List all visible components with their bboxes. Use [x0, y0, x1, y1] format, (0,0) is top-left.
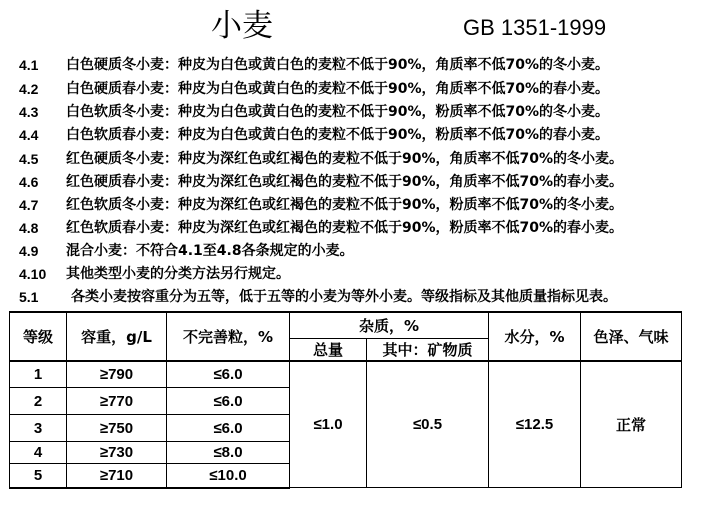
clause-4-1: [0, 54, 720, 76]
clause-4-6: [0, 171, 720, 193]
clause-text: 各类小麦按容重分为五等，低于五等的小麦为等外小麦。等级指标及其他质量指标见表。: [71, 289, 617, 305]
header-grade: 等级: [10, 312, 67, 361]
header-unsound-kernels: 不完善粒，%: [167, 312, 290, 361]
clause-number: 4.6: [19, 174, 39, 190]
clause-number: 4.8: [19, 220, 39, 236]
cell-test-weight: ≥770: [67, 388, 167, 415]
clause-4-5: [0, 148, 720, 170]
clause-number: 4.9: [19, 243, 39, 259]
header-color-odor: 色泽、气味: [581, 312, 682, 361]
cell-unsound: ≤6.0: [167, 388, 290, 415]
cell-test-weight: ≥710: [67, 464, 167, 488]
clause-text: 其他类型小麦的分类方法另行规定。: [66, 266, 290, 282]
clause-4-8: [0, 217, 720, 239]
clause-text: 红色软质春小麦：种皮为深红色或红褐色的麦粒不低于90%，粉质率不低70%的春小麦。: [66, 220, 624, 236]
wheat-grade-table: [9, 311, 682, 489]
clause-4-4: [0, 124, 720, 146]
clause-4-2: [0, 78, 720, 100]
clause-number: 4.2: [19, 81, 39, 97]
cell-unsound: ≤10.0: [167, 464, 290, 488]
clause-text: 红色软质冬小麦：种皮为深红色或红褐色的麦粒不低于90%，粉质率不低70%的冬小麦。: [66, 197, 624, 213]
cell-impurity-mineral: ≤0.5: [367, 361, 489, 488]
cell-unsound: ≤6.0: [167, 361, 290, 388]
page-title: 小麦: [211, 8, 273, 44]
table-row: [10, 361, 682, 388]
clause-5-1: [0, 286, 720, 308]
cell-moisture: ≤12.5: [489, 361, 581, 488]
clause-number: 5.1: [19, 289, 39, 305]
clause-text: 红色硬质春小麦：种皮为深红色或红褐色的麦粒不低于90%，角质率不低70%的春小麦。: [66, 174, 624, 190]
clause-text: 白色硬质冬小麦：种皮为白色或黄白色的麦粒不低于90%，角质率不低70%的冬小麦。: [66, 57, 610, 73]
clause-number: 4.4: [19, 127, 39, 143]
standard-code: GB 1351-1999: [463, 15, 607, 40]
cell-grade: 3: [10, 415, 67, 442]
clause-text: 红色硬质冬小麦：种皮为深红色或红褐色的麦粒不低于90%，角质率不低70%的冬小麦。: [66, 151, 624, 167]
clause-4-3: [0, 101, 720, 123]
clause-text: 混合小麦：不符合4.1至4.8各条规定的小麦。: [66, 243, 354, 259]
cell-grade: 5: [10, 464, 67, 488]
clause-number: 4.7: [19, 197, 39, 213]
clause-number: 4.3: [19, 104, 39, 120]
header-impurity-mineral: 其中：矿物质: [367, 338, 489, 361]
clause-4-9: [0, 240, 720, 262]
clause-text: 白色硬质春小麦：种皮为白色或黄白色的麦粒不低于90%，角质率不低70%的春小麦。: [66, 81, 610, 97]
cell-grade: 1: [10, 361, 67, 388]
clause-text: 白色软质春小麦：种皮为白色或黄白色的麦粒不低于90%，粉质率不低70%的春小麦。: [66, 127, 610, 143]
cell-color-odor: 正常: [581, 361, 682, 488]
cell-test-weight: ≥750: [67, 415, 167, 442]
header-moisture: 水分，%: [489, 312, 581, 361]
clause-number: 4.5: [19, 151, 39, 167]
clause-text: 白色软质冬小麦：种皮为白色或黄白色的麦粒不低于90%，粉质率不低70%的冬小麦。: [66, 104, 610, 120]
cell-test-weight: ≥790: [67, 361, 167, 388]
header-impurity-total: 总量: [290, 338, 367, 361]
cell-unsound: ≤8.0: [167, 442, 290, 464]
cell-grade: 2: [10, 388, 67, 415]
clause-4-7: [0, 194, 720, 216]
clause-number: 4.10: [19, 266, 47, 282]
cell-grade: 4: [10, 442, 67, 464]
cell-impurity-total: ≤1.0: [290, 361, 367, 488]
clause-4-10: [0, 263, 720, 285]
cell-test-weight: ≥730: [67, 442, 167, 464]
header-impurity: 杂质，%: [290, 312, 489, 338]
header-test-weight: 容重，g/L: [67, 312, 167, 361]
cell-unsound: ≤6.0: [167, 415, 290, 442]
clause-number: 4.1: [19, 57, 39, 73]
